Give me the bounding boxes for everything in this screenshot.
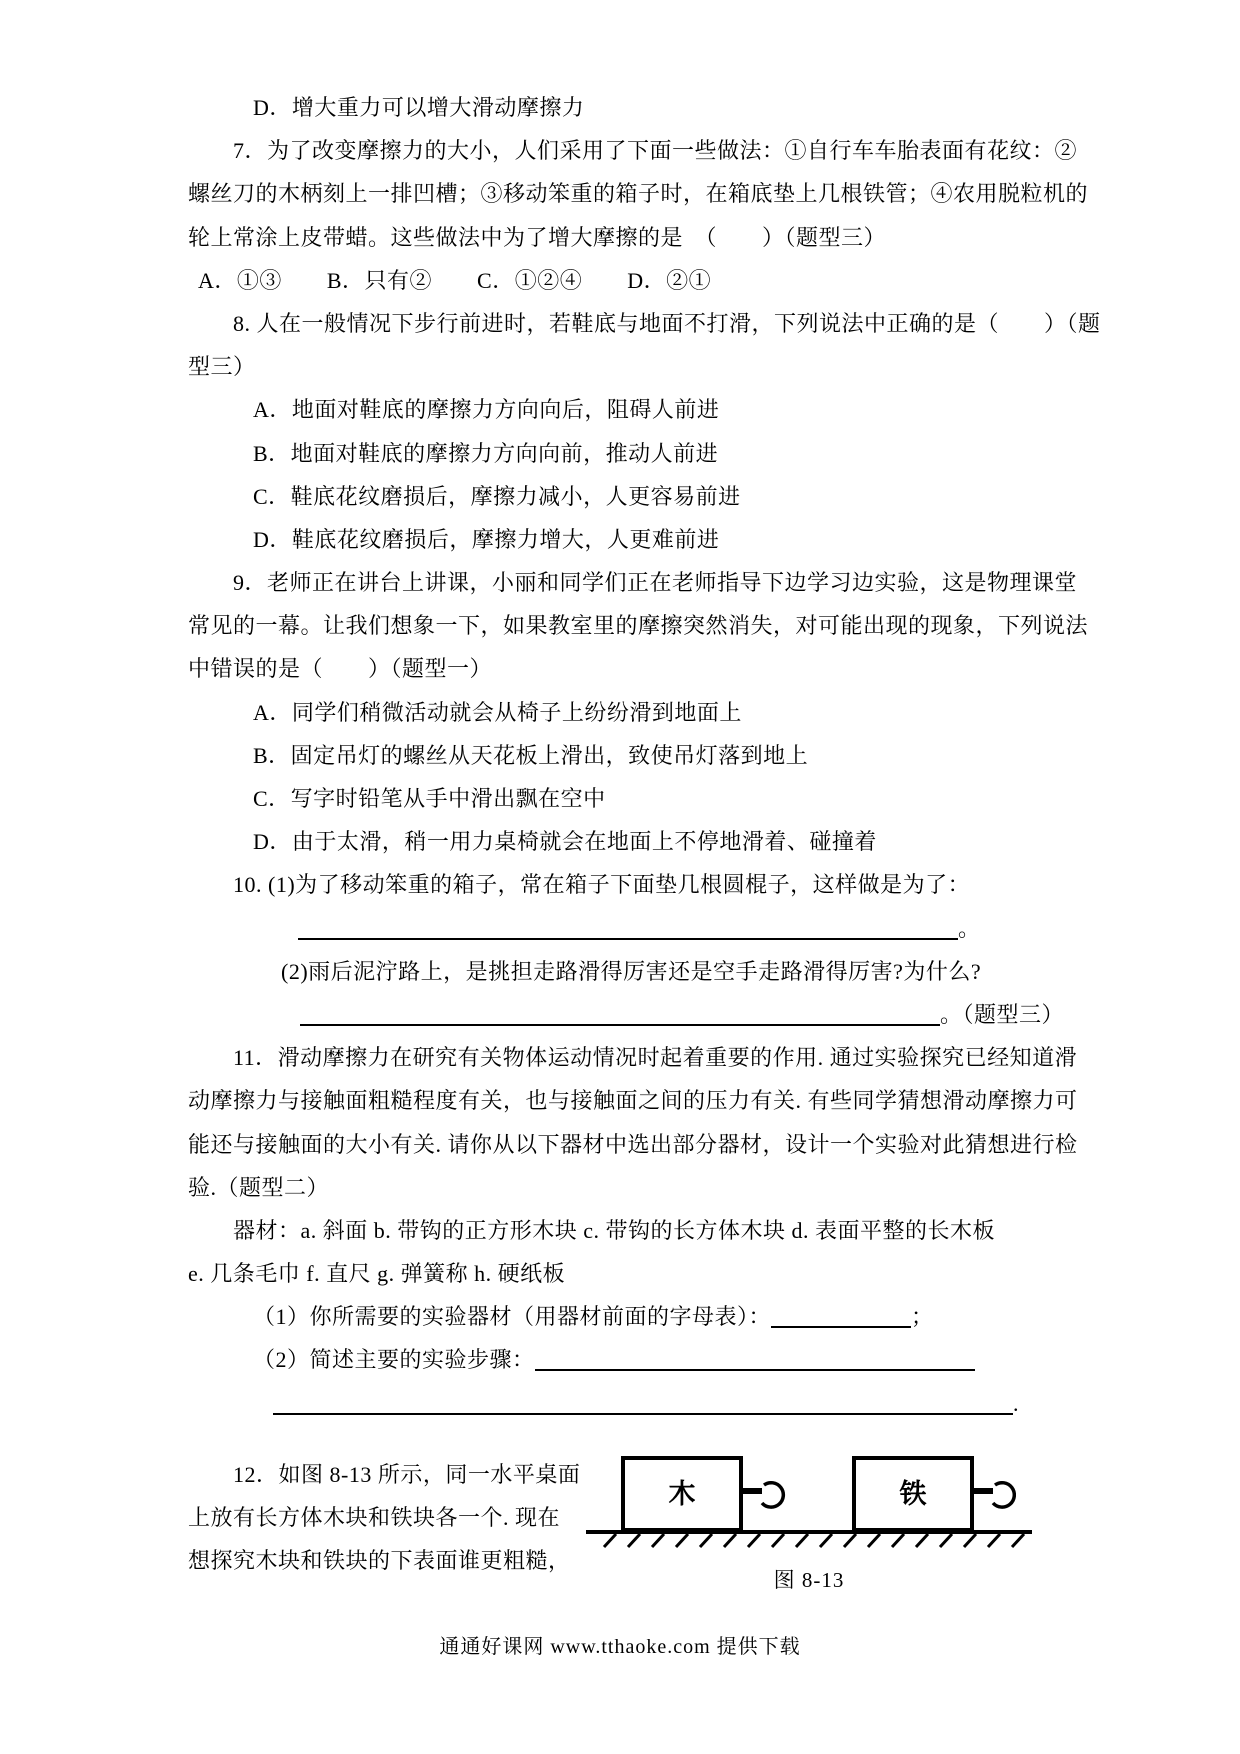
q7-options-row: A．①③ B．只有② C．①②④ D．②① — [198, 267, 712, 293]
q10-part-1: 10. (1)为了移动笨重的箱子，常在箱子下面垫几根圆棍子，这样做是为了： — [233, 872, 971, 898]
figure-8-13 — [584, 1453, 1034, 1594]
q8-option-d: D．鞋底花纹磨损后，摩擦力增大，人更难前进 — [253, 526, 720, 552]
q12-text-column — [188, 1453, 581, 1594]
q9-option-a: A．同学们稍微活动就会从椅子上纷纷滑到地面上 — [253, 699, 742, 725]
figure-caption: 图 8-13 — [773, 1567, 845, 1592]
wood-block-label: 木 — [668, 1478, 696, 1509]
q11-materials-1: 器材：a. 斜面 b. 带钩的正方形木块 c. 带钩的长方体木块 d. 表面平整的长木板 — [233, 1217, 996, 1243]
q11-line-1: 11．滑动摩擦力在研究有关物体运动情况时起着重要的作用. 通过实验探究已经知道滑 — [233, 1045, 1078, 1071]
iron-block-label: 铁 — [899, 1478, 927, 1509]
answer-blank — [298, 914, 958, 940]
q11-line-3: 能还与接触面的大小有关. 请你从以下器材中选出部分器材，设计一个实验对此猜想进行检 — [188, 1131, 1078, 1157]
ground-hatching — [604, 1534, 1024, 1547]
wood-hook-icon — [762, 1483, 783, 1507]
q7-line-3: 轮上常涂上皮带蜡。这些做法中为了增大摩擦的是 （ ）（题型三） — [188, 224, 887, 250]
blank-suffix: . — [1013, 1390, 1019, 1416]
q10-blank-row-2 — [188, 993, 1088, 1036]
q11-line-2: 动摩擦力与接触面粗糙程度有关，也与接触面之间的压力有关. 有些同学猜想滑动摩擦力可 — [188, 1088, 1078, 1114]
iron-hook-icon — [993, 1483, 1014, 1507]
blank-suffix: ； — [911, 1304, 934, 1330]
q12-line-1: 12．如图 8-13 所示，同一水平桌面 — [233, 1461, 581, 1487]
q8-line-2: 型三） — [188, 354, 256, 380]
q11-materials-2: e. 几条毛巾 f. 直尺 g. 弹簧称 h. 硬纸板 — [188, 1261, 566, 1287]
q9-line-3: 中错误的是（ ）（题型一） — [188, 656, 493, 682]
q9-option-d: D．由于太滑，稍一用力桌椅就会在地面上不停地滑着、碰撞着 — [253, 829, 877, 855]
q8-option-b: B．地面对鞋底的摩擦力方向向前，推动人前进 — [253, 440, 719, 466]
q7-line-2: 螺丝刀的木柄刻上一排凹槽；③移动笨重的箱子时，在箱底垫上几根铁管；④农用脱粒机的 — [188, 181, 1089, 207]
q11-line-4: 验.（题型二） — [188, 1174, 330, 1200]
q8-option-a: A．地面对鞋底的摩擦力方向向后，阻碍人前进 — [253, 397, 720, 423]
q9-line-2: 常见的一幕。让我们想象一下，如果教室里的摩擦突然消失，对可能出现的现象，下列说法 — [188, 613, 1089, 639]
q11-blank-continuation — [188, 1382, 1088, 1425]
q10-part-2: (2)雨后泥泞路上，是挑担走路滑得厉害还是空手走路滑得厉害?为什么? — [281, 958, 982, 984]
q9-option-b: B．固定吊灯的螺丝从天花板上滑出，致使吊灯落到地上 — [253, 742, 809, 768]
q8-option-c: C．鞋底花纹磨损后，摩擦力减小，人更容易前进 — [253, 483, 741, 509]
q8-line-1: 8. 人在一般情况下步行前进时，若鞋底与地面不打滑，下列说法中正确的是（ ）（题 — [233, 310, 1101, 336]
q11-sub-2 — [188, 1338, 1088, 1381]
q7-line-1: 7．为了改变摩擦力的大小，人们采用了下面一些做法：①自行车车胎表面有花纹：② — [233, 138, 1078, 164]
q6-option-d: D．增大重力可以增大滑动摩擦力 — [253, 95, 585, 120]
q11-sub-1 — [188, 1295, 1088, 1338]
q11-sub-1-label: （1）你所需要的实验器材（用器材前面的字母表）： — [253, 1304, 772, 1330]
q10-blank-row-1 — [188, 907, 1088, 950]
blocks-on-table-figure — [584, 1453, 1034, 1549]
blank-suffix: 。 — [958, 915, 981, 941]
q9-option-c: C．写字时铅笔从手中滑出飘在空中 — [253, 786, 606, 811]
q12-line-2: 上放有长方体木块和铁块各一个. 现在 — [188, 1505, 561, 1530]
q12-section — [188, 1453, 1088, 1594]
answer-blank — [535, 1345, 975, 1371]
q12-line-3: 想探究木块和铁块的下表面谁更粗糙， — [188, 1548, 571, 1574]
answer-blank — [771, 1302, 911, 1328]
q11-sub-2-label: （2）简述主要的实验步骤： — [253, 1347, 535, 1373]
q9-line-1: 9．老师正在讲台上讲课，小丽和同学们正在老师指导下边学习边实验，这是物理课堂 — [233, 570, 1078, 596]
page-footer: 通通好课网 www.tthaoke.com 提供下载 — [439, 1636, 801, 1658]
answer-blank — [273, 1389, 1013, 1415]
blank-suffix: 。（题型三） — [940, 1001, 1065, 1027]
answer-blank — [300, 1000, 940, 1026]
